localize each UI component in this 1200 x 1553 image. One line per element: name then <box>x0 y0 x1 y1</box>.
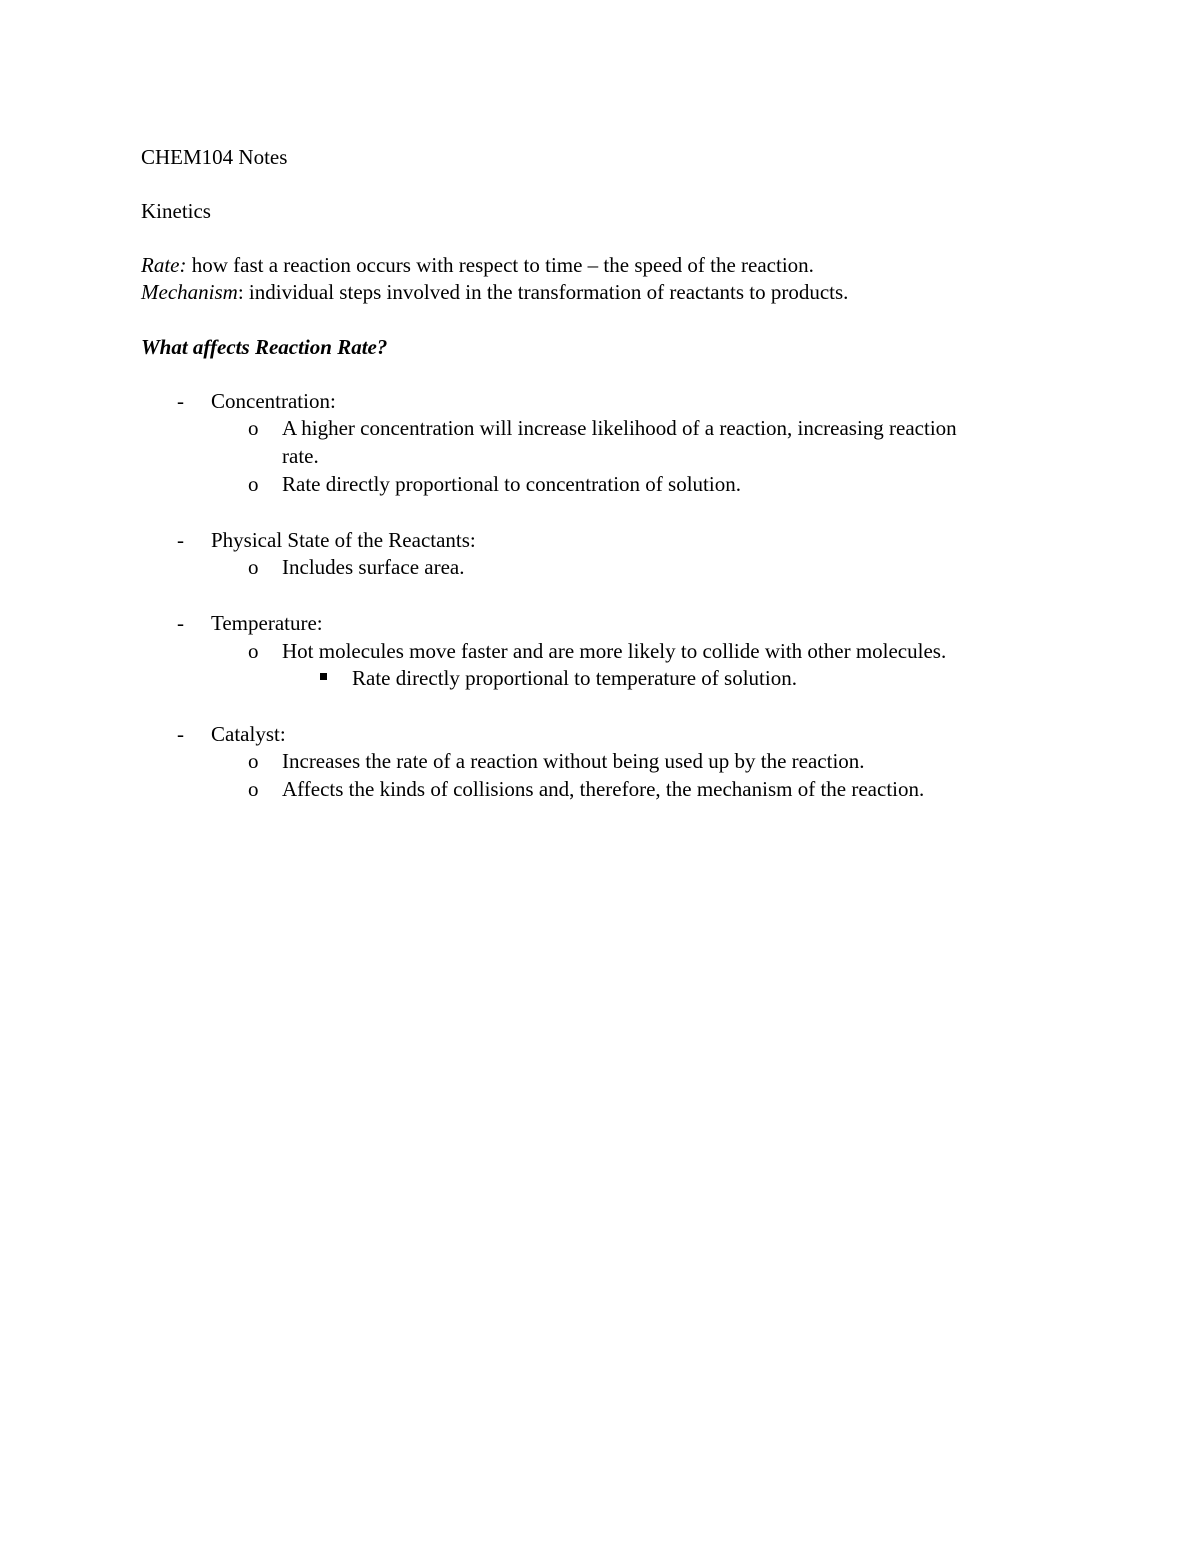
document-title: CHEM104 Notes <box>141 145 288 169</box>
factor-subpoint: Rate directly proportional to temperature of solution. <box>352 666 797 690</box>
definition-term: Rate: <box>141 253 187 277</box>
factor-point: A higher concentration will increase likelihood of a reaction, increasing reaction <box>282 416 957 440</box>
circle-bullet: o <box>248 416 259 440</box>
topic-heading: Kinetics <box>141 199 211 223</box>
circle-bullet: o <box>248 749 259 773</box>
circle-bullet: o <box>248 472 259 496</box>
factor-label: Concentration: <box>211 389 336 413</box>
factor-point: Affects the kinds of collisions and, therefore, the mechanism of the reaction. <box>282 777 925 801</box>
circle-bullet: o <box>248 555 259 579</box>
factor-point: Rate directly proportional to concentration of solution. <box>282 472 741 496</box>
dash-bullet: - <box>177 389 184 413</box>
dash-bullet: - <box>177 722 184 746</box>
factor-label: Catalyst: <box>211 722 286 746</box>
circle-bullet: o <box>248 639 259 663</box>
factor-label: Physical State of the Reactants: <box>211 528 476 552</box>
section-heading: What affects Reaction Rate? <box>141 335 388 359</box>
factor-point-continuation: rate. <box>282 444 319 468</box>
factor-point: Hot molecules move faster and are more likely to collide with other molecules. <box>282 639 947 663</box>
dash-bullet: - <box>177 528 184 552</box>
definition-rate <box>141 251 814 279</box>
circle-bullet: o <box>248 777 259 801</box>
definition-term: Mechanism <box>141 280 238 304</box>
square-bullet-icon <box>320 673 327 680</box>
definition-mechanism <box>141 278 848 306</box>
definition-text: : individual steps involved in the transformation of reactants to products. <box>237 280 849 304</box>
factor-point: Increases the rate of a reaction without being used up by the reaction. <box>282 749 865 773</box>
dash-bullet: - <box>177 611 184 635</box>
factor-point: Includes surface area. <box>282 555 465 579</box>
factor-label: Temperature: <box>211 611 323 635</box>
definition-text: how fast a reaction occurs with respect to time – the speed of the reaction. <box>186 253 814 277</box>
